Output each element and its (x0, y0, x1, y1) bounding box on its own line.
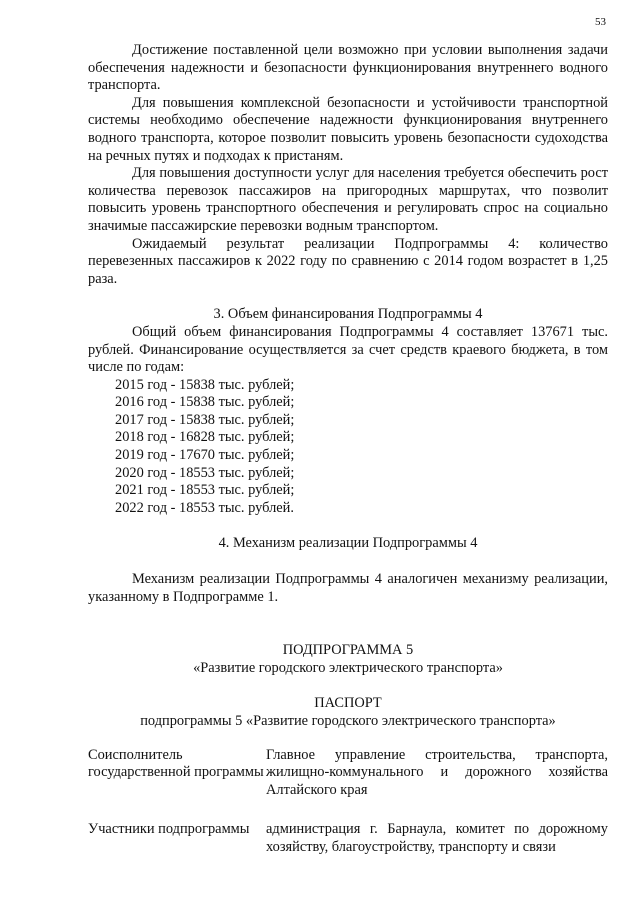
passport-subtitle: подпрограммы 5 «Развитие городского электрического транспорта» (140, 713, 556, 729)
section-4-text: Механизм реализации Подпрограммы 4 аналогичен механизму реализации, указанному в Подпрограмме 1. (88, 571, 608, 605)
funding-years-list (88, 377, 608, 518)
section-4-title: 4. Механизм реализации Подпрограммы 4 (218, 535, 478, 552)
paragraph: Ожидаемый результат реализации Подпрограммы 4: количество перевезенных пассажиров к 2022 году по сравнению с 2014 годом возрастет в 1,25 раза. (88, 235, 608, 287)
paragraph: Достижение поставленной цели возможно при условии выполнения задачи обеспечения надежности и безопасности функционирования внутреннего водного транспорта. (88, 42, 608, 94)
spacer (88, 606, 608, 642)
paragraph: Для повышения доступности услуг для населения требуется обеспечить рост количества перевозок пассажиров на пригородных маршрутах, что позволит повысить уровень транспортного обеспечения и регулировать спрос на социально значимые пассажирские перевозки водным транспортом. (88, 165, 608, 234)
section-3-title: 3. Объем финансирования Подпрограммы 4 (213, 306, 483, 323)
passport-value-coexecutor: Главное управление строительства, транспорта, жилищно-коммунального и дорожного хозяйства Алтайского края (266, 746, 608, 798)
paragraph: Для повышения комплексной безопасности и устойчивости транспортной системы необходимо обеспечение надежности функционирования внутреннего водного транспорта, которое позволит повысить уровень безопасности судоходства на речных путях и подходах к пристаням. (88, 94, 608, 164)
passport-value-participants: администрация г. Барнаула, комитет по дорожному хозяйству, благоустройству, транспорту и связи (266, 821, 608, 855)
list-item: 2022 год - 18553 тыс. рублей. (115, 499, 294, 516)
list-item: 2017 год - 15838 тыс. рублей; (115, 411, 295, 428)
list-item: 2016 год - 15838 тыс. рублей; (115, 394, 295, 411)
passport-label-coexecutor: Соисполнитель государственной программы (88, 746, 264, 781)
table-row (88, 747, 608, 800)
spacer (88, 677, 608, 695)
subprogram-5-subtitle: «Развитие городского электрического транспорта» (193, 659, 503, 676)
page-number: 53 (595, 16, 606, 28)
list-item: 2018 год - 16828 тыс. рублей; (115, 429, 295, 446)
spacer (88, 553, 608, 571)
document-body (88, 42, 608, 857)
passport-table (88, 747, 608, 857)
list-item: 2015 год - 15838 тыс. рублей; (115, 376, 295, 393)
subprogram-5-title: ПОДПРОГРАММА 5 (282, 642, 414, 659)
list-item: 2021 год - 18553 тыс. рублей; (115, 482, 295, 499)
passport-label-participants: Участники подпрограммы (88, 821, 250, 838)
table-row-spacer (88, 799, 608, 821)
spacer (88, 288, 608, 306)
table-row (88, 821, 608, 856)
list-item: 2020 год - 18553 тыс. рублей; (115, 464, 295, 481)
list-item: 2019 год - 17670 тыс. рублей; (115, 447, 295, 464)
passport-title: ПАСПОРТ (314, 695, 382, 712)
spacer (88, 517, 608, 535)
section-3-text: Общий объем финансирования Подпрограммы 4 составляет 137671 тыс. рублей. Финансирование осуществляется за счет средств краевого бюджета, в том числе по годам: (88, 323, 608, 376)
